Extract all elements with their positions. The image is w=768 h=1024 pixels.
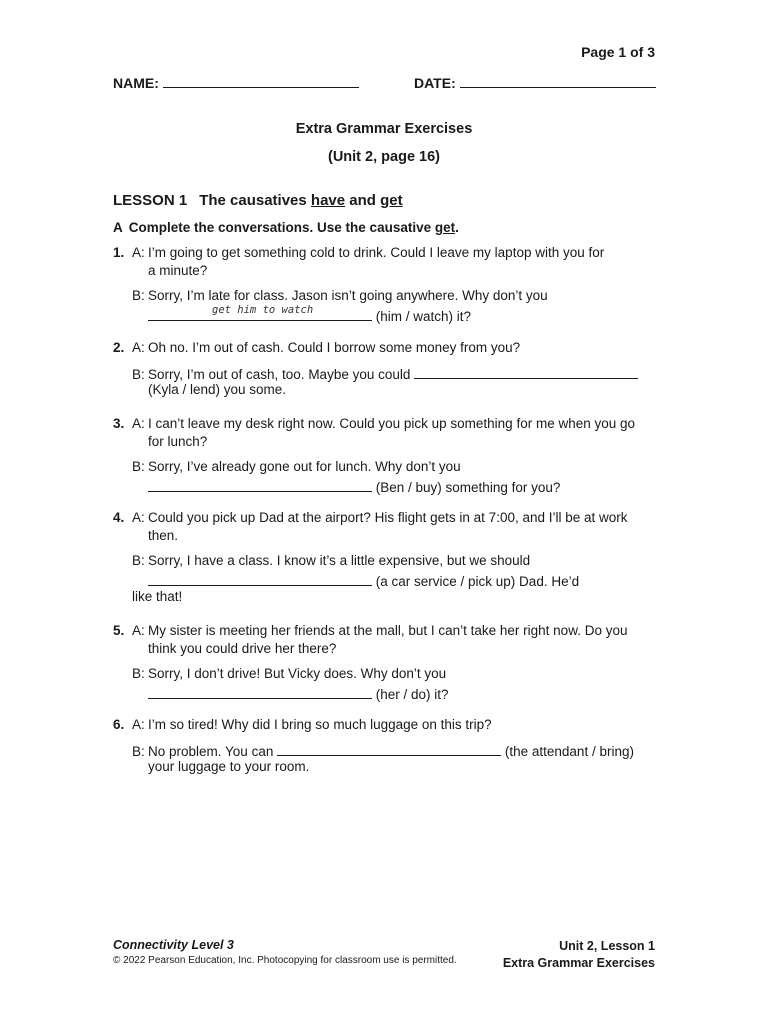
b-text-cont [148,683,449,704]
b-text: Sorry, I’m late for class. Jason isn’t going anywhere. Why don’t you [148,288,548,303]
lesson-text: The causatives [199,192,311,209]
b-prompt: (a car service / pick up) Dad. He’d [375,574,580,589]
book-title: Connectivity Level 3 [113,938,234,952]
line-b [132,665,446,683]
item-number: 5. [113,623,125,638]
a-text-cont: a minute? [148,263,208,278]
b-text: No problem. You can [148,744,274,759]
item-number: 3. [113,416,125,431]
lesson-heading [113,192,403,209]
footer-right [503,938,655,972]
line-a [132,244,604,262]
b-text-cont [148,305,471,326]
speaker-a: A: [132,245,145,260]
b-prompt: (him / watch) it? [375,309,472,324]
line-a [132,415,635,433]
speaker-a: A: [132,510,145,525]
answer-blank[interactable] [414,363,638,379]
b-text: Sorry, I don’t drive! But Vicky does. Why don’t you [148,666,447,681]
footer-unit: Unit 2, Lesson 1 [559,939,655,953]
a-text-cont: then. [148,528,179,543]
instruction-end: . [455,220,459,235]
copyright-notice: © 2022 Pearson Education, Inc. Photocopying for classroom use is permitted. [113,955,457,966]
worksheet-title: Extra Grammar Exercises [295,121,473,137]
name-label: NAME: [113,75,159,91]
a-text-cont: think you could drive her there? [148,641,337,656]
b-text-cont: like that! [132,589,183,604]
worksheet-subtitle: (Unit 2, page 16) [328,149,440,165]
name-field[interactable] [113,73,359,93]
line-a [132,509,628,527]
line-b [132,552,530,570]
date-line[interactable] [460,73,656,88]
speaker-a: A: [132,623,145,638]
b-text-cont: your luggage to your room. [148,759,310,774]
b-text: Sorry, I’ve already gone out for lunch. Why don’t you [148,459,461,474]
line-a [132,716,492,734]
a-text: I’m going to get something cold to drink. Could I leave my laptop with you for [148,245,605,260]
b-prompt: (Kyla / lend) you some. [148,382,287,397]
b-text: Sorry, I have a class. I know it’s a little expensive, but we should [148,553,531,568]
lesson-and: and [345,192,381,209]
a-text: I can’t leave my desk right now. Could you pick up something for me when you go [148,416,636,431]
line-b [132,287,548,305]
speaker-b: B: [132,459,145,474]
a-text: I’m so tired! Why did I bring so much luggage on this trip? [148,717,492,732]
line-a [132,622,627,640]
footer-left [113,938,457,966]
speaker-b: B: [132,367,145,382]
answer-blank[interactable] [148,476,372,492]
answer-blank[interactable] [148,305,372,321]
a-text: Could you pick up Dad at the airport? His flight gets in at 7:00, and I’ll be at work [148,510,628,525]
instruction-word: get [434,220,456,235]
speaker-b: B: [132,666,145,681]
date-field[interactable] [414,73,656,93]
line-a [132,339,520,357]
b-prompt: (Ben / buy) something for you? [375,480,561,495]
lesson-label: LESSON 1 [113,192,188,209]
item-number: 1. [113,245,125,260]
exercise-instruction [113,220,459,235]
footer-section: Extra Grammar Exercises [502,956,655,970]
b-prompt: (her / do) it? [375,687,449,702]
speaker-b: B: [132,744,145,759]
speaker-a: A: [132,416,145,431]
instruction-text: Complete the conversations. Use the causative [128,220,435,235]
speaker-b: B: [132,288,145,303]
page-number: Page 1 of 3 [581,44,655,60]
item-number: 4. [113,510,125,525]
b-prompt: (the attendant / bring) [504,744,634,759]
b-text-cont [148,476,560,497]
lesson-word-get: get [380,192,403,209]
a-text: Oh no. I’m out of cash. Could I borrow some money from you? [148,340,521,355]
answer-blank[interactable] [148,570,372,586]
name-line[interactable] [163,73,359,88]
speaker-a: A: [132,717,145,732]
exercise-letter: A [113,220,123,235]
speaker-b: B: [132,553,145,568]
date-label: DATE: [414,75,456,91]
item-number: 2. [113,340,125,355]
answer-blank[interactable] [277,740,501,756]
b-text-cont [148,570,579,591]
a-text-cont: for lunch? [148,434,208,449]
handwritten-answer: get him to watch [212,303,314,316]
lesson-word-have: have [310,192,346,209]
b-text: Sorry, I’m out of cash, too. Maybe you could [148,367,411,382]
line-b [132,458,461,476]
answer-blank[interactable] [148,683,372,699]
item-number: 6. [113,717,125,732]
speaker-a: A: [132,340,145,355]
a-text: My sister is meeting her friends at the mall, but I can’t take her right now. Do you [148,623,628,638]
